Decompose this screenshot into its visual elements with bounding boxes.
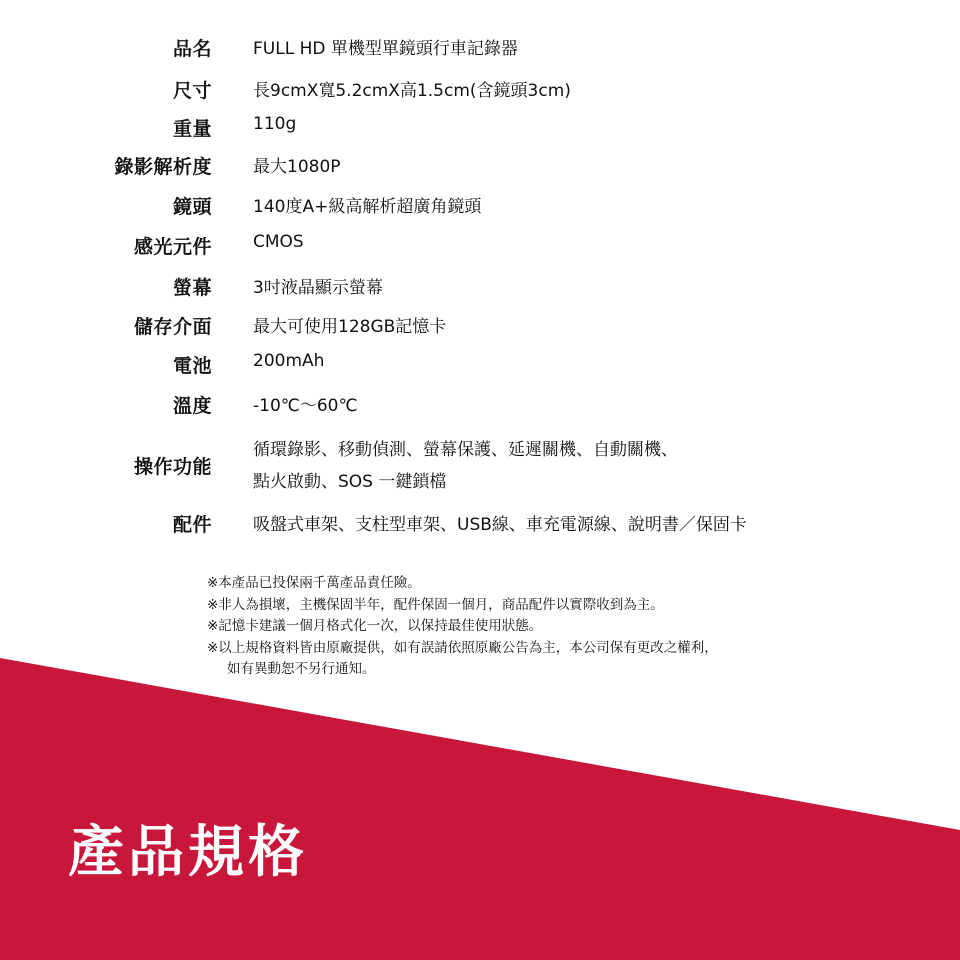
banner-title: 產品規格 — [68, 820, 308, 885]
spec-label: 儲存介面 — [133, 316, 212, 338]
spec-value: -10℃～60℃ — [253, 396, 358, 416]
spec-label: 鏡頭 — [172, 196, 212, 218]
spec-value: CMOS — [253, 232, 304, 252]
spec-value: 140度A+級高解析超廣角鏡頭 — [253, 197, 482, 217]
spec-label: 感光元件 — [133, 236, 212, 258]
spec-value-line: 點火啟動、SOS 一鍵鎖檔 — [253, 472, 447, 492]
spec-label: 重量 — [172, 118, 212, 140]
spec-label: 錄影解析度 — [114, 156, 212, 178]
spec-value: 吸盤式車架、支柱型車架、USB線、車充電源線、說明書／保固卡 — [253, 515, 747, 535]
footnote: ※以上規格資料皆由原廠提供，如有誤請依照原廠公告為主，本公司保有更改之權利， — [207, 639, 718, 656]
spec-label: 尺寸 — [172, 80, 212, 102]
footnote: ※記憶卡建議一個月格式化一次，以保持最佳使用狀態。 — [207, 618, 543, 634]
spec-label: 品名 — [172, 38, 212, 60]
spec-label: 操作功能 — [133, 456, 212, 478]
spec-value-line: 循環錄影、移動偵測、螢幕保護、延遲關機、自動關機、 — [253, 440, 678, 460]
footnote: ※非人為損壞，主機保固半年，配件保固一個月，商品配件以實際收到為主。 — [207, 596, 664, 613]
spec-value: FULL HD 單機型單鏡頭行車記錄器 — [253, 39, 518, 59]
spec-value: 3吋液晶顯示螢幕 — [253, 278, 383, 298]
spec-label: 配件 — [172, 514, 212, 536]
spec-value: 200mAh — [253, 351, 325, 371]
spec-value: 最大1080P — [253, 157, 341, 177]
footnote: ※本產品已投保兩千萬產品責任險。 — [207, 575, 421, 591]
footnote: 如有異動恕不另行通知。 — [227, 661, 376, 677]
spec-label: 電池 — [172, 355, 212, 377]
footnotes — [207, 573, 718, 681]
spec-value: 最大可使用128GB記憶卡 — [253, 317, 447, 337]
spec-label: 螢幕 — [172, 277, 212, 299]
spec-value: 長9cmX寬5.2cmX高1.5cm(含鏡頭3cm) — [253, 81, 571, 101]
spec-value: 110g — [253, 114, 297, 134]
spec-label: 溫度 — [172, 395, 212, 417]
